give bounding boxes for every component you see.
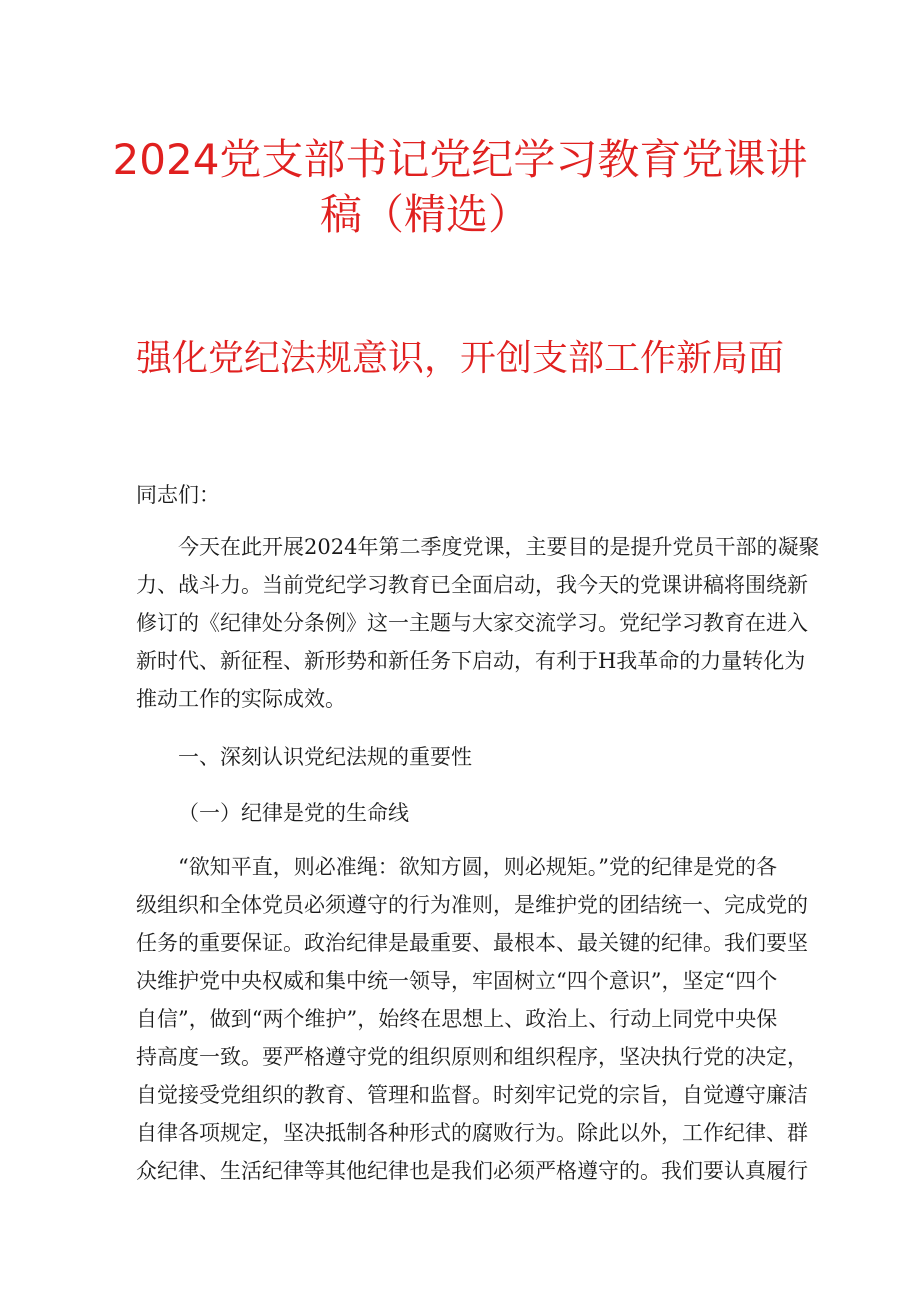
paragraph-1-line: 修订的《纪律处分条例》这一主题与大家交流学习。党纪学习教育在进入 [136,611,808,635]
subsection-heading-1: （一）纪律是党的生命线 [178,801,409,825]
paragraph-1-line: 新时代、新征程、新形势和新任务下启动，有利于H我革命的力量转化为 [136,649,806,673]
paragraph-2 [136,848,808,1190]
paragraph-2-line: 任务的重要保证。政治纪律是最重要、最根本、最关键的纪律。我们要坚 [136,931,808,955]
document-title-line-2: 稿（精选） [319,190,530,239]
paragraph-1-line: 推动工作的实际成效。 [136,687,346,711]
paragraph-2-line: 决维护党中央权威和集中统一领导，牢固树立“四个意识”，坚定“四个 [136,969,778,993]
paragraph-1 [136,528,820,718]
paragraph-2-line: 众纪律、生活纪律等其他纪律也是我们必须严格遵守的。我们要认真履行 [136,1159,808,1183]
paragraph-2-line: 自觉接受党组织的教育、管理和监督。时刻牢记党的宗旨，自觉遵守廉洁 [136,1083,808,1107]
paragraph-1-line: 今天在此开展2024年第二季度党课，主要目的是提升党员干部的凝聚 [178,535,820,559]
salutation: 同志们： [136,483,220,507]
paragraph-2-line: “欲知平直，则必准绳：欲知方圆，则必规矩。”党的纪律是党的各 [178,855,777,879]
section-heading-1: 一、深刻认识党纪法规的重要性 [178,745,472,769]
paragraph-1-line: 力、战斗力。当前党纪学习教育已全面启动，我今天的党课讲稿将围绕新 [136,573,808,597]
document-title-line-1: 2024党支部书记党纪学习教育党课讲 [112,135,808,184]
paragraph-2-line: 自信”，做到“两个维护”，始终在思想上、政治上、行动上同党中央保 [136,1007,778,1031]
paragraph-2-line: 级组织和全体党员必须遵守的行为准则，是维护党的团结统一、完成党的 [136,893,808,917]
paragraph-2-line: 持高度一致。要严格遵守党的组织原则和组织程序，坚决执行党的决定， [136,1045,808,1069]
document-subtitle: 强化党纪法规意识，开创支部工作新局面 [136,338,785,379]
paragraph-2-line: 自律各项规定，坚决抵制各种形式的腐败行为。除此以外，工作纪律、群 [136,1121,808,1145]
